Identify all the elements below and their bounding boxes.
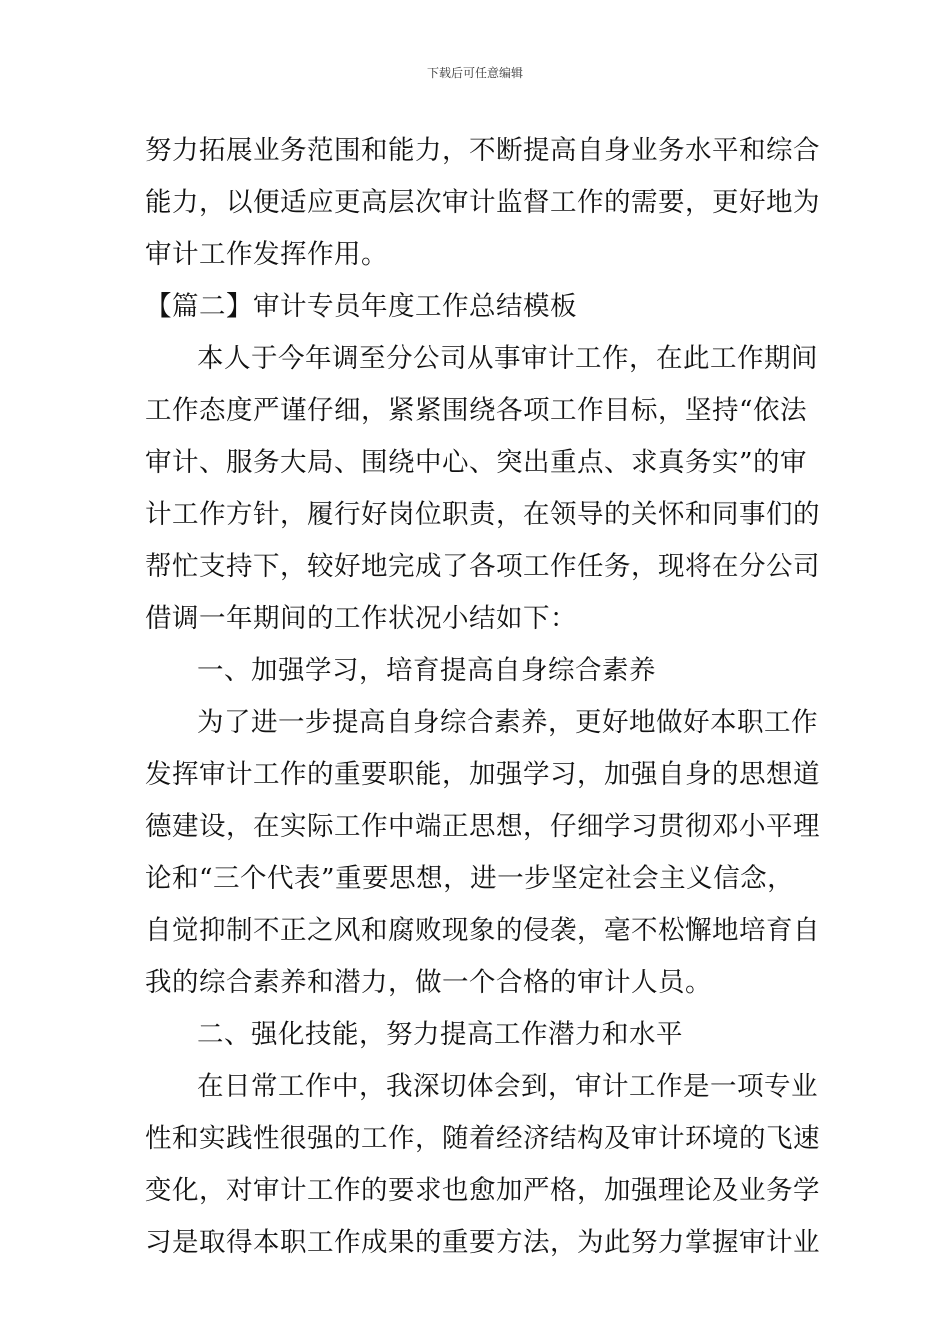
- subsection-heading: 二、强化技能，努力提高工作潜力和水平: [197, 1019, 683, 1050]
- page-header: 下载后可任意编辑: [426, 66, 523, 80]
- text-line: 工作态度严谨仔细，紧紧围绕各项工作目标，坚持“依法: [145, 395, 808, 426]
- text-line: 借调一年期间的工作状况小结如下：: [145, 603, 577, 634]
- text-line: 审计、服务大局、围绕中心、突出重点、求真务实”的审: [145, 447, 808, 478]
- text-line: 论和“三个代表”重要思想，进一步坚定社会主义信念，: [145, 863, 795, 894]
- text-line: 计工作方针，履行好岗位职责，在领导的关怀和同事们的: [145, 499, 820, 530]
- paragraph-first-line: 本人于今年调至分公司从事审计工作，在此工作期间: [197, 343, 818, 374]
- text-line: 德建设，在实际工作中端正思想，仔细学习贯彻邓小平理: [145, 811, 820, 842]
- text-line: 发挥审计工作的重要职能，加强学习，加强自身的思想道: [145, 759, 820, 790]
- paragraph-first-line: 在日常工作中，我深切体会到，审计工作是一项专业: [197, 1071, 818, 1102]
- section-title: 【篇二】审计专员年度工作总结模板: [145, 291, 577, 322]
- document-body: [145, 125, 820, 1269]
- text-line: 性和实践性很强的工作，随着经济结构及审计环境的飞速: [145, 1123, 820, 1154]
- paragraph-first-line: 为了进一步提高自身综合素养，更好地做好本职工作: [197, 707, 818, 738]
- text-line: 我的综合素养和潜力，做一个合格的审计人员。: [145, 967, 712, 998]
- text-line: 帮忙支持下，较好地完成了各项工作任务，现将在分公司: [145, 551, 820, 582]
- text-line: 自觉抑制不正之风和腐败现象的侵袭，毫不松懈地培育自: [145, 915, 820, 946]
- text-line: 努力拓展业务范围和能力，不断提高自身业务水平和综合: [145, 135, 820, 166]
- text-line: 审计工作发挥作用。: [145, 239, 388, 270]
- text-line: 变化，对审计工作的要求也愈加严格，加强理论及业务学: [145, 1175, 820, 1206]
- text-line: 习是取得本职工作成果的重要方法，为此努力掌握审计业: [145, 1227, 820, 1258]
- subsection-heading: 一、加强学习，培育提高自身综合素养: [197, 655, 656, 686]
- text-line: 能力，以便适应更高层次审计监督工作的需要，更好地为: [145, 187, 820, 218]
